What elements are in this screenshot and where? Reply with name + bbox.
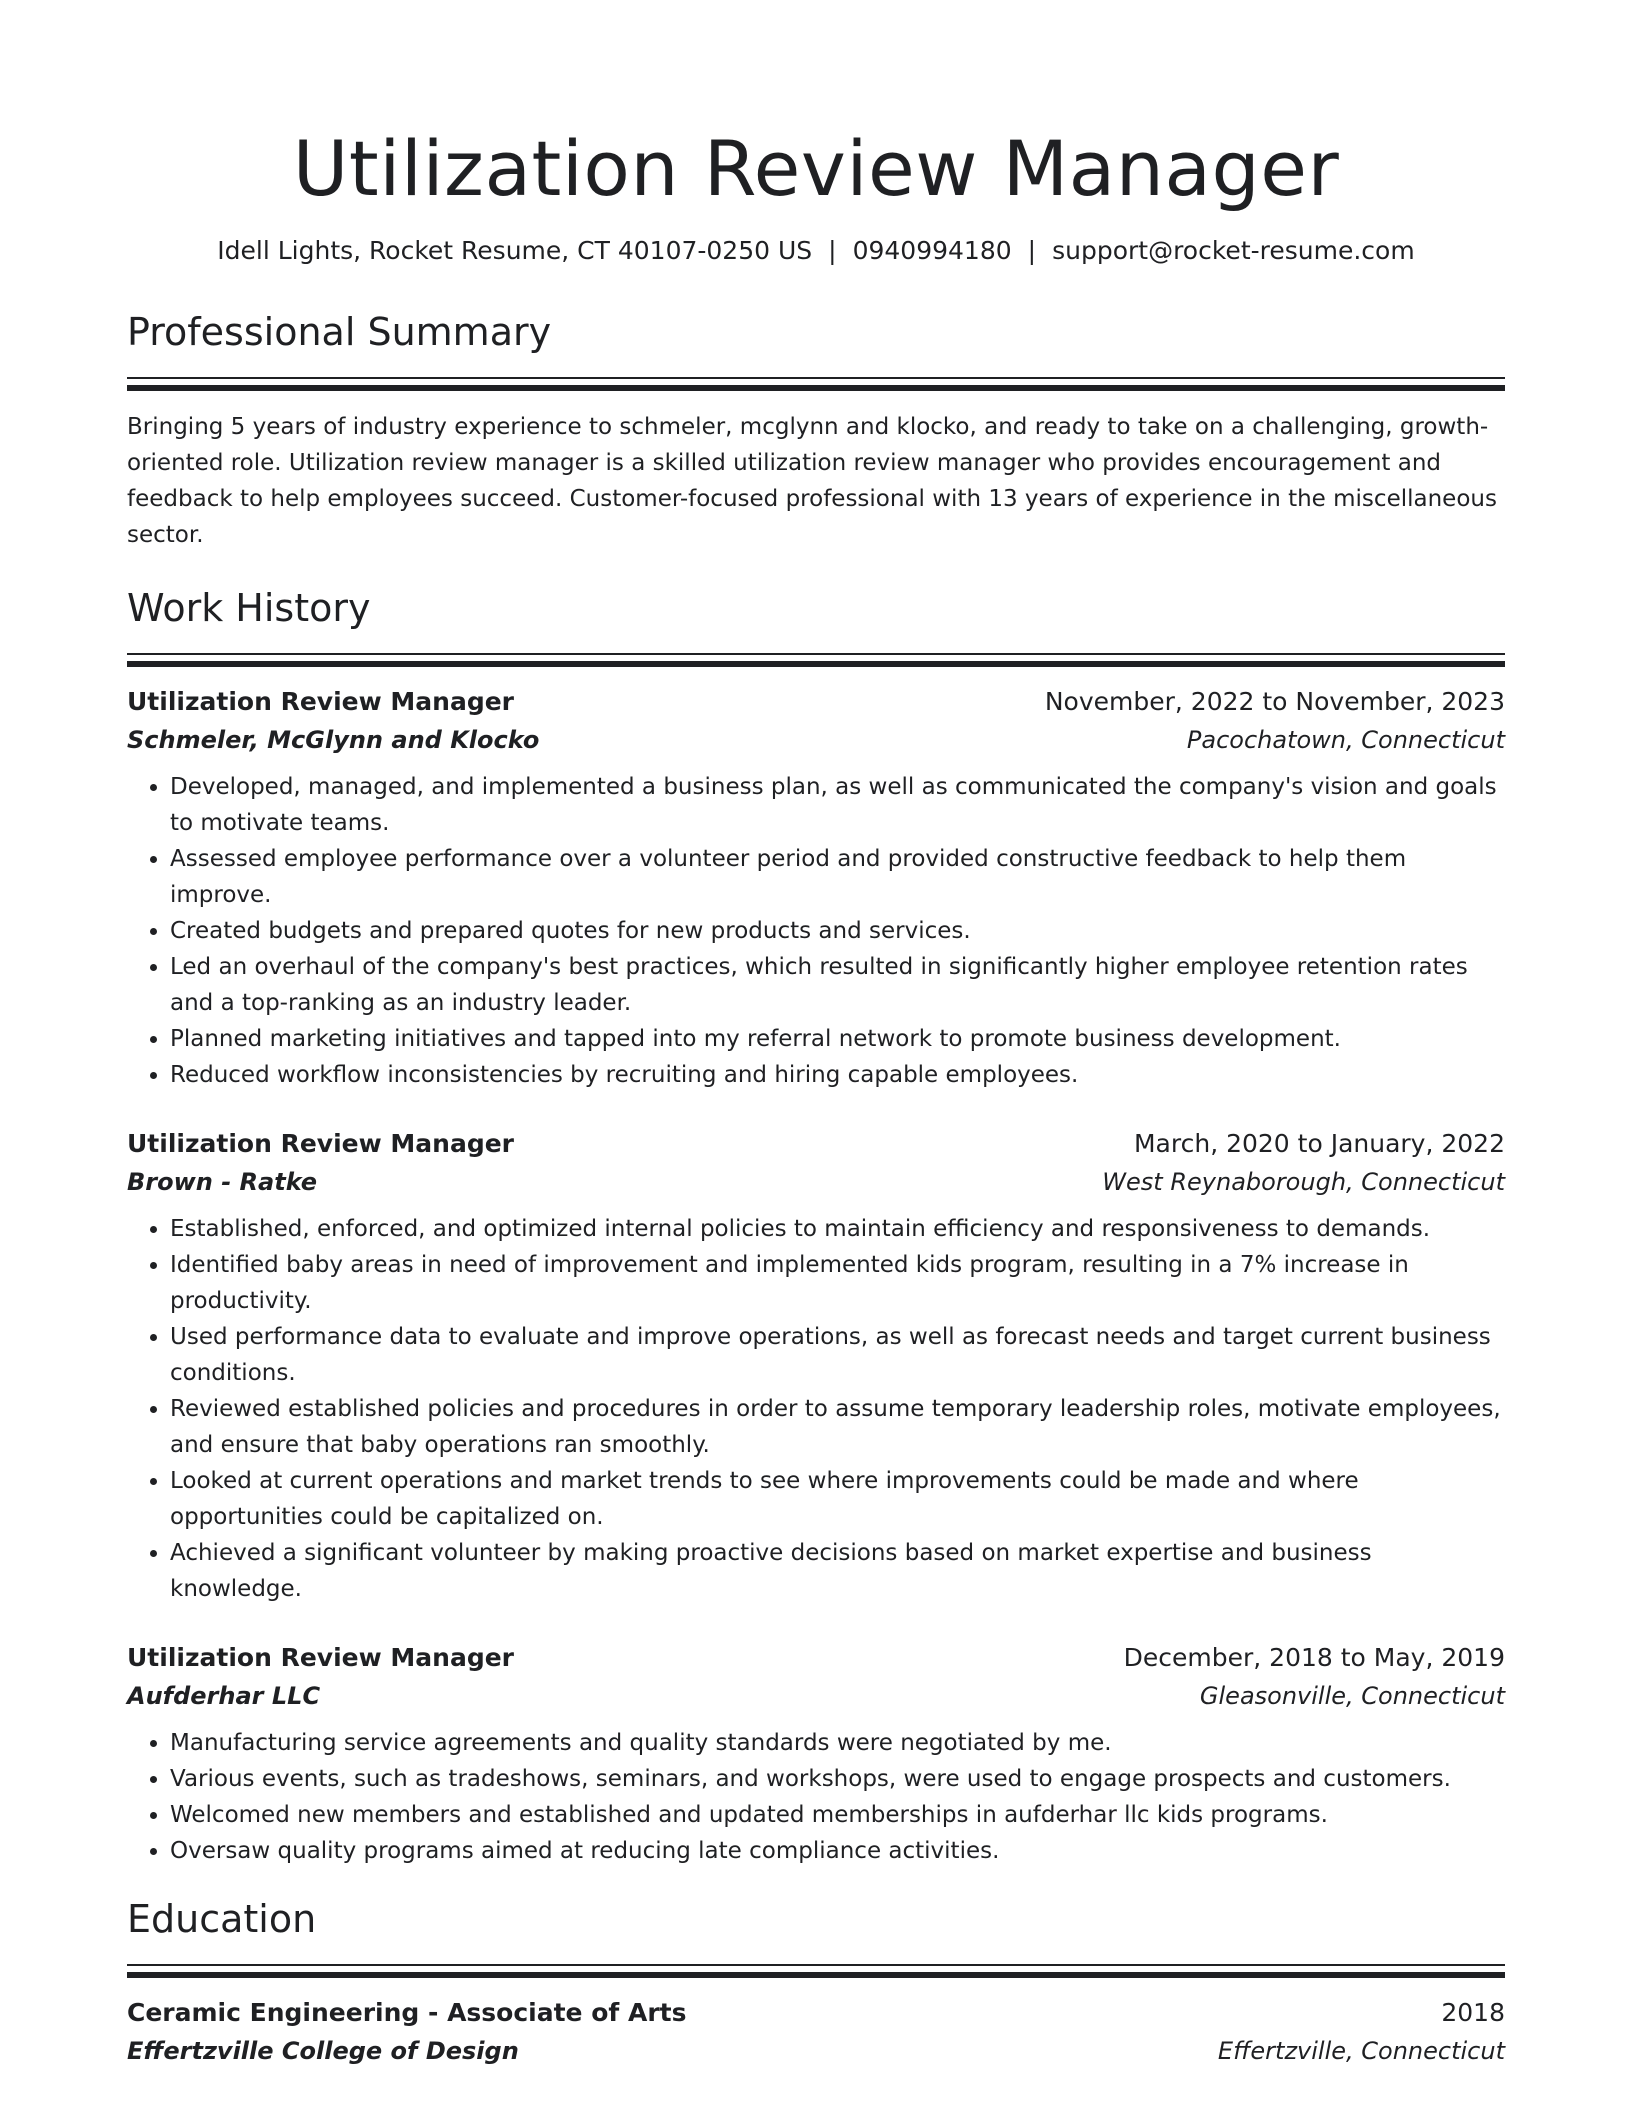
list-item: • Assessed employee performance over a volunteer period and provided constructive feedback to help them improve. <box>170 841 1505 913</box>
list-item: • Developed, managed, and implemented a business plan, as well as communicated the company's vision and goals to motivate teams. <box>170 769 1505 841</box>
job-title: Utilization Review Manager <box>127 1643 514 1672</box>
list-item: • Oversaw quality programs aimed at reducing late compliance activities. <box>170 1833 1505 1869</box>
job-entry <box>127 683 1505 1093</box>
education-location: Effertzville, Connecticut <box>1217 2037 1505 2065</box>
education-year: 2018 <box>1441 1998 1505 2027</box>
list-item: • Led an overhaul of the company's best practices, which resulted in significantly higher employee retention rates and a top-ranking as an industry leader. <box>170 949 1505 1021</box>
job-header <box>127 1639 1505 1677</box>
section-divider <box>127 377 1505 391</box>
summary-text: Bringing 5 years of industry experience to schmeler, mcglynn and klocko, and ready to take on a challenging, growth-oriented role. Utilization review manager is a skilled utilization review manager who provides encouragement and feedback to help employees succeed. Customer-focused professional with 13 years of experience in the miscellaneous sector. <box>127 414 1497 548</box>
contact-phone: 0940994180 <box>852 236 1012 265</box>
list-item: • Various events, such as tradeshows, seminars, and workshops, were used to engage prospects and customers. <box>170 1761 1505 1797</box>
list-item: • Established, enforced, and optimized internal policies to maintain efficiency and responsiveness to demands. <box>170 1211 1505 1247</box>
education-entry <box>127 1994 1505 2070</box>
section-heading: Professional Summary <box>127 310 552 354</box>
job-title: Utilization Review Manager <box>127 687 514 716</box>
contact-address: Idell Lights, Rocket Resume, CT 40107-0250 US <box>217 236 813 265</box>
contact-separator: | <box>828 236 837 265</box>
education-school: Effertzville College of Design <box>127 2037 519 2065</box>
list-item: • Reviewed established policies and procedures in order to assume temporary leadership roles, motivate employees, and ensure that baby operations ran smoothly. <box>170 1391 1505 1463</box>
job-dates: November, 2022 to November, 2023 <box>1044 687 1505 716</box>
section-heading: Education <box>127 1897 317 1941</box>
list-item: • Welcomed new members and established and updated memberships in aufderhar llc kids programs. <box>170 1797 1505 1833</box>
job-header <box>127 1125 1505 1163</box>
contact-line <box>127 234 1505 268</box>
job-company: Aufderhar LLC <box>127 1682 321 1710</box>
education-header <box>127 1994 1505 2032</box>
job-subheader <box>127 1163 1505 1201</box>
section-divider <box>127 653 1505 667</box>
list-item: • Looked at current operations and market trends to see where improvements could be made and where opportunities could be capitalized on. <box>170 1463 1505 1535</box>
job-header <box>127 683 1505 721</box>
list-item: • Planned marketing initiatives and tapped into my referral network to promote business development. <box>170 1021 1505 1057</box>
list-item: • Created budgets and prepared quotes for new products and services. <box>170 913 1505 949</box>
job-company: Brown - Ratke <box>127 1168 318 1196</box>
section-professional-summary <box>127 307 1505 553</box>
section-work-history <box>127 583 1505 1869</box>
job-bullets <box>127 1211 1505 1607</box>
section-divider <box>127 1964 1505 1978</box>
job-bullets <box>127 1725 1505 1869</box>
education-degree: Ceramic Engineering - Associate of Arts <box>127 1998 687 2027</box>
list-item: • Manufacturing service agreements and quality standards were negotiated by me. <box>170 1725 1505 1761</box>
job-company: Schmeler, McGlynn and Klocko <box>127 726 540 754</box>
job-entry <box>127 1639 1505 1869</box>
job-subheader <box>127 1677 1505 1715</box>
section-heading: Work History <box>127 586 371 630</box>
education-subheader <box>127 2032 1505 2070</box>
list-item: • Achieved a significant volunteer by making proactive decisions based on market expertise and business knowledge. <box>170 1535 1505 1607</box>
job-subheader <box>127 721 1505 759</box>
resume-name: Utilization Review Manager <box>292 124 1340 213</box>
contact-separator: | <box>1027 236 1037 265</box>
job-location: West Reynaborough, Connecticut <box>1102 1168 1505 1196</box>
section-education <box>127 1894 1505 2070</box>
list-item: • Reduced workflow inconsistencies by recruiting and hiring capable employees. <box>170 1057 1505 1093</box>
job-dates: March, 2020 to January, 2022 <box>1133 1129 1505 1158</box>
job-title: Utilization Review Manager <box>127 1129 514 1158</box>
job-location: Gleasonville, Connecticut <box>1199 1682 1505 1710</box>
list-item: • Used performance data to evaluate and improve operations, as well as forecast needs and target current business conditions. <box>170 1319 1505 1391</box>
job-bullets <box>127 769 1505 1093</box>
job-entry <box>127 1125 1505 1607</box>
contact-email: support@rocket-resume.com <box>1052 236 1415 265</box>
list-item: • Identified baby areas in need of improvement and implemented kids program, resulting in a 7% increase in productivity. <box>170 1247 1505 1319</box>
job-dates: December, 2018 to May, 2019 <box>1123 1643 1505 1672</box>
job-location: Pacochatown, Connecticut <box>1186 726 1505 754</box>
